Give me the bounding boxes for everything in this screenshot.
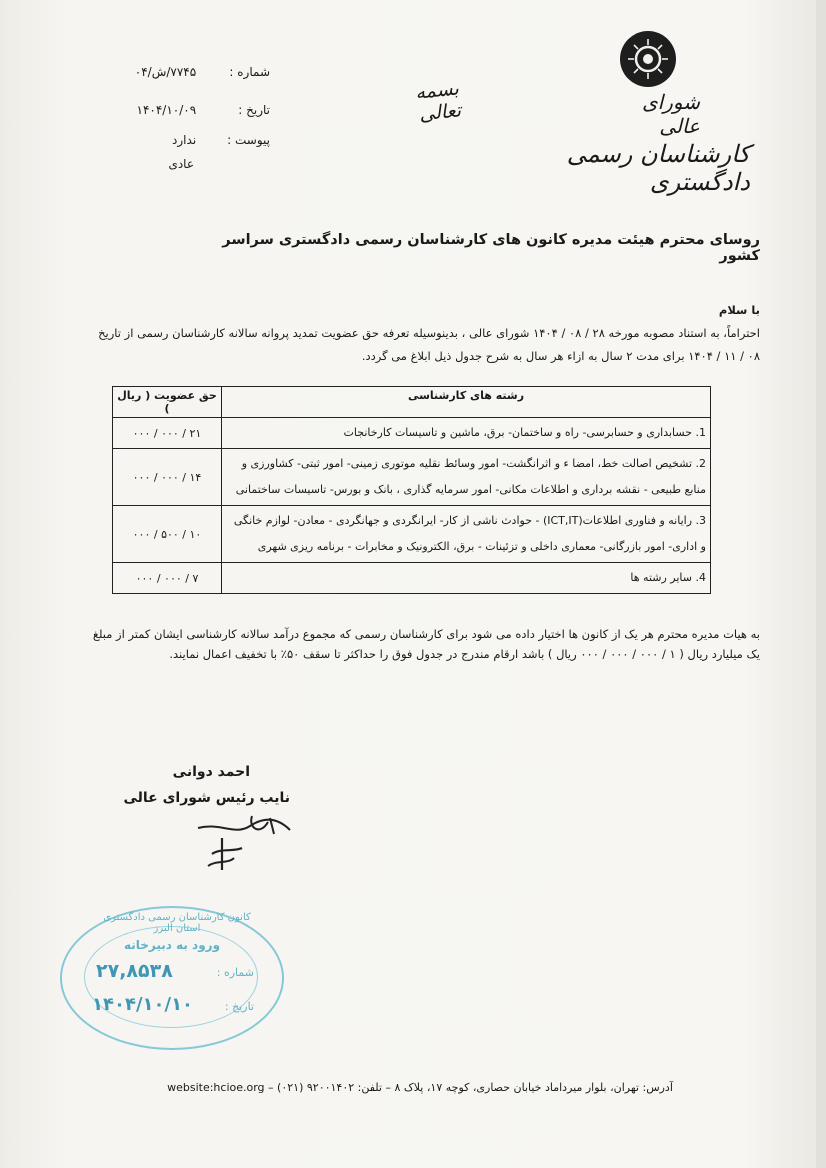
footer-address: آدرس: تهران، بلوار میرداماد خیابان حصاری، کوچه ۱۷، پلاک ۸ – تلفن: ۹۲۰۰۱۴۰۲ (۰۲۱) – [268, 1081, 673, 1094]
council-logo-icon [620, 31, 676, 87]
field-cell: 3. رایانه و فناوری اطلاعات(ICT,IT) - حوادث ناشی از کار- ایرانگردی و جهانگردی - معادن- لوازم خانگی و اداری- امور بازرگانی- معماری داخلی و تزئینات - برق، الکترونیک و مخابرات - برنامه ریزی شهری [222, 506, 711, 563]
intro-line-2: ۰۸ / ۱۱ / ۱۴۰۴ برای مدت ۲ سال به ازاء هر سال به شرح جدول ذیل ابلاغ می گردد. [361, 349, 760, 363]
attachment-label: پیوست : [227, 133, 270, 147]
signer-title: نایب رئیس شورای عالی [123, 790, 290, 806]
letter-date [137, 103, 270, 117]
column-header-fee: حق عضویت ( ریال ) [113, 387, 222, 418]
recipient-heading: روسای محترم هیئت مدیره کانون های کارشناسان رسمی دادگستری سراسر کشور [222, 232, 760, 264]
invocation-text: بسمه تعالی [414, 77, 463, 126]
handwritten-signature [190, 808, 300, 880]
letter-attachment [172, 133, 270, 147]
fee-table [112, 386, 711, 594]
field-cell: 4. سایر رشته ها [222, 563, 711, 594]
table-row [113, 418, 711, 449]
stamp-org: کانون کارشناسان رسمی دادگستری استان البرز [103, 912, 251, 934]
table-header-row [113, 387, 711, 418]
letter-number [135, 65, 270, 79]
column-header-field: رشته های کارشناسی [222, 387, 711, 418]
field-cell: 2. تشخیص اصالت خط، امضا ء و اثرانگشت- امور وسائط نقلیه موتوری زمینی- امور ثبتی- کشاورزی و منابع طبیعی - نقشه برداری و اطلاعات مکانی- امور سرمایه گذاری ، بانک و بورس- تاسیسات ساختمانی [222, 449, 711, 506]
stamp-number-label: شماره : [216, 966, 254, 979]
org-name-line1: شورای عالی [642, 90, 700, 138]
footer-website: website:hcioe.org [167, 1081, 265, 1094]
closing-line-2: یک میلیارد ریال ( ۱ / ۰۰۰ / ۰۰۰ / ۰۰۰ ریال ) باشد ارقام مندرج در جدول فوق را حداکثر تا سقف ۵۰٪ با تخفیف اعمال نمایند. [169, 647, 760, 661]
priority: عادی [168, 157, 194, 171]
stamp-date-label: تاریخ : [224, 1000, 254, 1013]
stamp-date-value: ۱۴۰۴/۱۰/۱۰ [92, 994, 194, 1015]
number-value: ۷۷۴۵/ش/۰۴ [134, 65, 197, 79]
fee-cell: ۷ / ۰۰۰ / ۰۰۰ [113, 563, 222, 594]
table-row [113, 506, 711, 563]
intro-line-1: احتراماً، به استناد مصوبه مورخه ۲۸ / ۰۸ / ۱۴۰۴ شورای عالی ، بدینوسیله تعرفه حق عضویت تمدید پروانه سالانه کارشناسان رسمی از تاریخ [98, 326, 760, 340]
closing-line-1: به هیات مدیره محترم هر یک از کانون ها اختیار داده می شود برای کارشناسان رسمی که مجموع درآمد سالانه کارشناسی ایشان کمتر از مبلغ [92, 627, 760, 641]
number-label: شماره : [229, 65, 270, 79]
received-stamp [60, 906, 284, 1050]
stamp-number-value: ۲۷,۸۵۳۸ [96, 960, 173, 982]
greeting: با سلام [718, 303, 760, 317]
fee-cell: ۲۱ / ۰۰۰ / ۰۰۰ [113, 418, 222, 449]
field-cell: 1. حسابداری و حسابرسی- راه و ساختمان- برق، ماشین و تاسیسات کارخانجات [222, 418, 711, 449]
footer [150, 1081, 690, 1094]
signer-name: احمد دوانی [172, 764, 250, 780]
date-value: ۱۴۰۴/۱۰/۰۹ [136, 103, 197, 117]
fee-cell: ۱۴ / ۰۰۰ / ۰۰۰ [113, 449, 222, 506]
table-row [113, 449, 711, 506]
page-edge [816, 0, 826, 1168]
fee-cell: ۱۰ / ۵۰۰ / ۰۰۰ [113, 506, 222, 563]
stamp-label: ورود به دبیرخانه [123, 938, 221, 952]
attachment-value: ندارد [172, 133, 197, 147]
date-label: تاریخ : [238, 103, 270, 117]
org-name-line2: کارشناسان رسمی دادگستری [566, 140, 750, 196]
table-row [113, 563, 711, 594]
